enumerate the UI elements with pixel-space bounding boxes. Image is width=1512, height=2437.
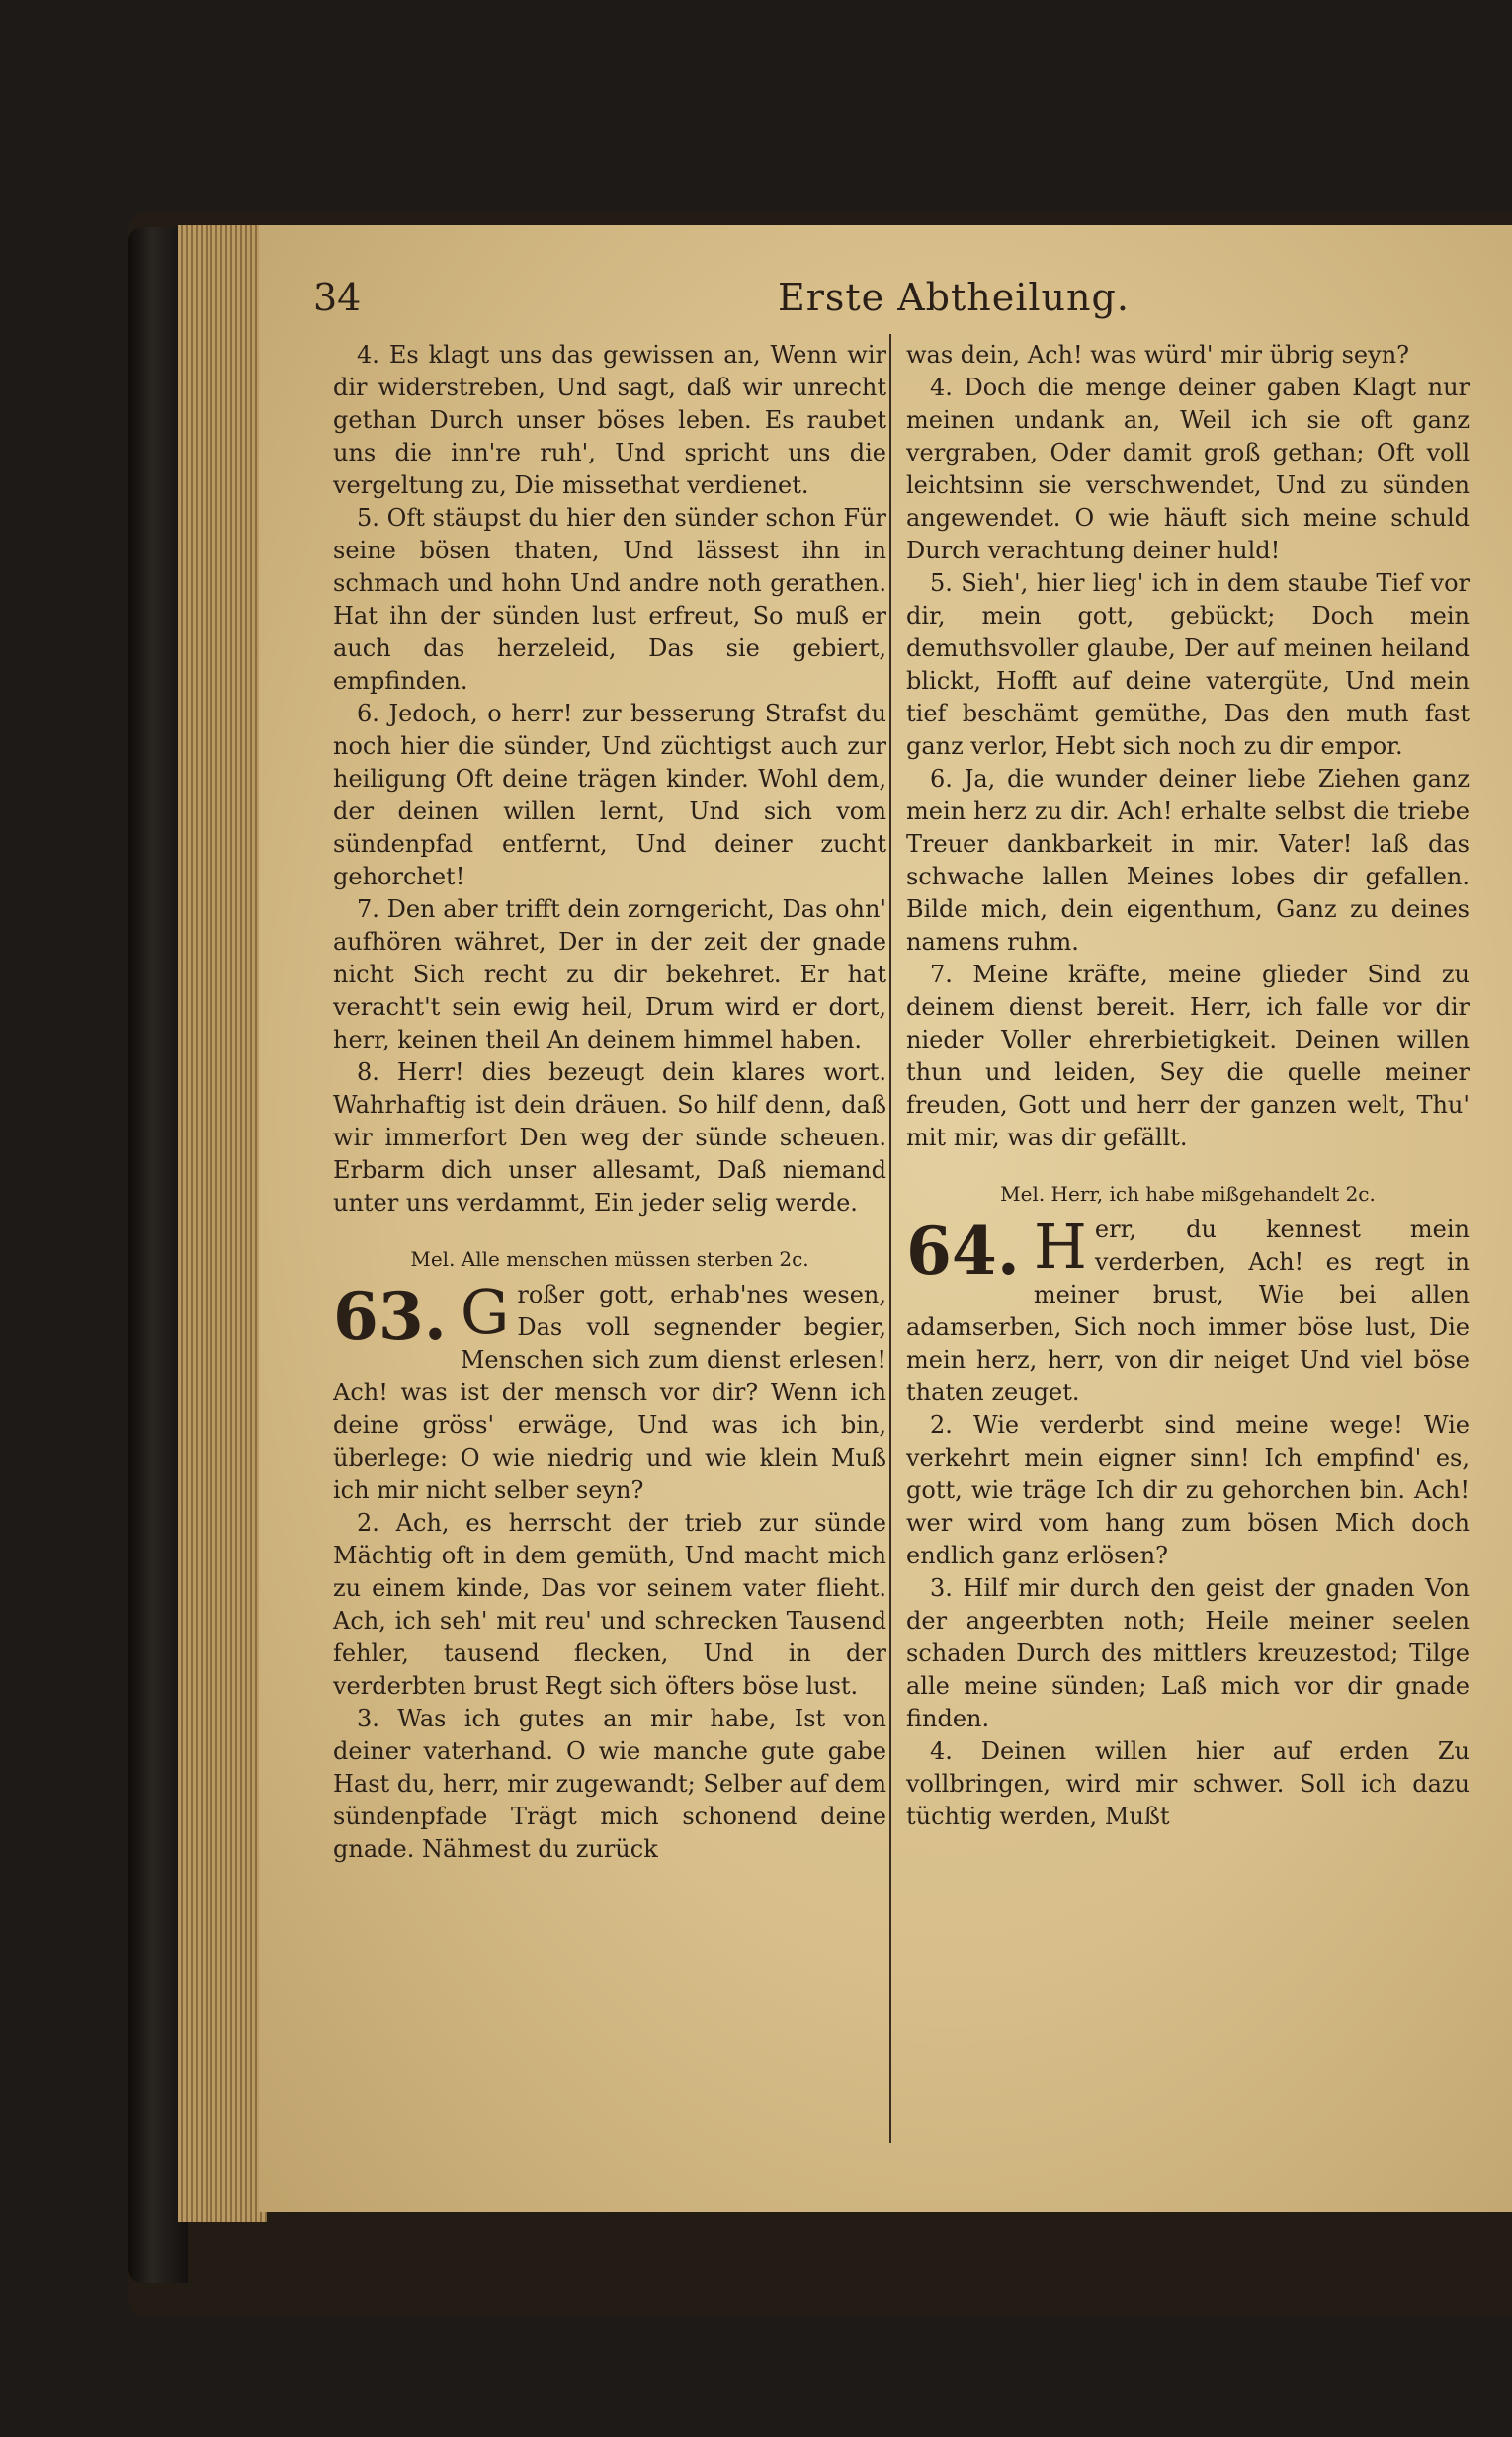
drop-cap: G bbox=[460, 1276, 510, 1348]
section-title: Erste Abtheilung. bbox=[778, 276, 1130, 319]
column-divider bbox=[889, 334, 891, 2143]
verse-paragraph: 7. Den aber trifft dein zorngericht, Das ohn' aufhören währet, Der in der zeit der gnade nicht Sich recht zu dir bekehret. Er hat veracht't sein ewig heil, Drum wird er dort, herr, keinen theil An deinem himmel haben. bbox=[333, 895, 886, 1053]
left-column bbox=[333, 339, 886, 1866]
verse-paragraph: 5. Oft stäupst du hier den sünder schon Für seine bösen thaten, Und lässest ihn in schmach und hohn Und andre noth gerathen. Hat ihn der sünden lust erfreut, So muß er auch das herzeleid, Das sie gebiert, empfinden. bbox=[333, 504, 886, 695]
verse-paragraph: 2. Ach, es herrscht der trieb zur sünde Mächtig oft in dem gemüth, Und macht mich zu einem kinde, Das vor seinem vater flieht. Ach, ich seh' mit reu' und schrecken Tausend fehler, tausend flecken, Und in der verderbten brust Regt sich öfters böse lust. bbox=[333, 1509, 886, 1700]
verse-paragraph: 8. Herr! dies bezeugt dein klares wort. Wahrhaftig ist dein dräuen. So hilf denn, daß wir immerfort Den weg der sünde scheuen. Erbarm dich unser allesamt, Daß niemand unter uns verdammt, Ein jeder selig werde. bbox=[333, 1058, 886, 1217]
hymn-first-verse-text: err, du kennest mein verderben, Ach! es regt in meiner brust, Wie bei allen adamserben, Sich noch immer böse lust, Die mein herz, herr, von dir neiget Und viel böse thaten zeuget. bbox=[906, 1216, 1470, 1406]
verse-paragraph: 6. Jedoch, o herr! zur besserung Strafst du noch hier die sünder, Und züchtigst auch zur heiligung Oft deine trägen kinder. Wohl dem, der deinen willen lernt, Und sich vom sündenpfad entfernt, Und deiner zucht gehorchet! bbox=[333, 700, 886, 890]
verse-paragraph: 3. Hilf mir durch den geist der gnaden Von der angeerbten noth; Heile meiner seelen schaden Durch des mittlers kreuzestod; Tilge alle meine sünden; Laß mich vor dir gnade finden. bbox=[906, 1574, 1470, 1732]
right-column bbox=[906, 339, 1470, 1833]
drop-cap: H bbox=[1033, 1211, 1087, 1283]
hymn-first-verse-text: roßer gott, erhab'nes wesen, Das voll segnender begier, Menschen sich zum dienst erlesen! Ach! was ist der mensch vor dir? Wenn ich deine gröss' erwäge, Und was ich bin, überlege: O wie niedrig und wie klein Muß ich mir nicht selber seyn? bbox=[333, 1281, 886, 1504]
melody-line: Mel. Herr, ich habe mißgehandelt 2c. bbox=[1000, 1182, 1376, 1206]
book-page bbox=[259, 225, 1512, 2212]
verse-paragraph: 4. Doch die menge deiner gaben Klagt nur meinen undank an, Weil ich sie oft ganz vergraben, Oder damit groß gethan; Oft voll leichtsinn sie verschwendet, Und zu sünden angewendet. O wie häuft sich meine schuld Durch verachtung deiner huld! bbox=[906, 374, 1470, 564]
verse-paragraph: 3. Was ich gutes an mir habe, Ist von deiner vaterhand. O wie manche gute gabe Hast du, herr, mir zugewandt; Selber auf dem sündenpfade Trägt mich schonend deine gnade. Nähmest du zurück bbox=[333, 1705, 886, 1863]
verse-paragraph: was dein, Ach! was würd' mir übrig seyn? bbox=[906, 341, 1410, 369]
verse-paragraph: 4. Es klagt uns das gewissen an, Wenn wir dir widerstreben, Und sagt, daß wir unrecht gethan Durch unser böses leben. Es raubet uns die inn're ruh', Und spricht uns die vergeltung zu, Die missethat verdienet. bbox=[333, 341, 886, 499]
verse-paragraph: 4. Deinen willen hier auf erden Zu vollbringen, wird mir schwer. Soll ich dazu tüchtig werden, Mußt bbox=[906, 1737, 1470, 1830]
hymn-first-verse bbox=[333, 1276, 886, 1507]
melody-line: Mel. Alle menschen müssen sterben 2c. bbox=[410, 1247, 809, 1271]
verse-paragraph: 6. Ja, die wunder deiner liebe Ziehen ganz mein herz zu dir. Ach! erhalte selbst die triebe Treuer dankbarkeit in mir. Vater! laß das schwache lallen Meines lobes dir gefallen. Bilde mich, dein eigenthum, Ganz zu deines namens ruhm. bbox=[906, 765, 1470, 956]
hymn-number: 63. bbox=[333, 1278, 447, 1355]
page-number: 34 bbox=[313, 276, 362, 319]
hymn-number: 64. bbox=[906, 1213, 1020, 1290]
page-edges bbox=[178, 225, 267, 2222]
verse-paragraph: 2. Wie verderbt sind meine wege! Wie verkehrt mein eigner sinn! Ich empfind' es, gott, wie träge Ich dir zu gehorchen bin. Ach! wer wird vom hang zum bösen Mich doch endlich ganz erlösen? bbox=[906, 1411, 1470, 1569]
verse-paragraph: 7. Meine kräfte, meine glieder Sind zu deinem dienst bereit. Herr, ich falle vor dir nieder Voller ehrerbietigkeit. Deinen willen thun und leiden, Sey die quelle meiner freuden, Gott und herr der ganzen welt, Thu' mit mir, was dir gefällt. bbox=[906, 961, 1470, 1151]
verse-paragraph: 5. Sieh', hier lieg' ich in dem staube Tief vor dir, mein gott, gebückt; Doch mein demuthsvoller glaube, Der auf meinen heiland blickt, Hofft auf deine vatergüte, Und mein tief beschämt gemüthe, Das den muth fast ganz verlor, Hebt sich noch zu dir empor. bbox=[906, 569, 1470, 760]
hymn-first-verse bbox=[906, 1211, 1470, 1409]
running-head bbox=[313, 270, 1453, 325]
